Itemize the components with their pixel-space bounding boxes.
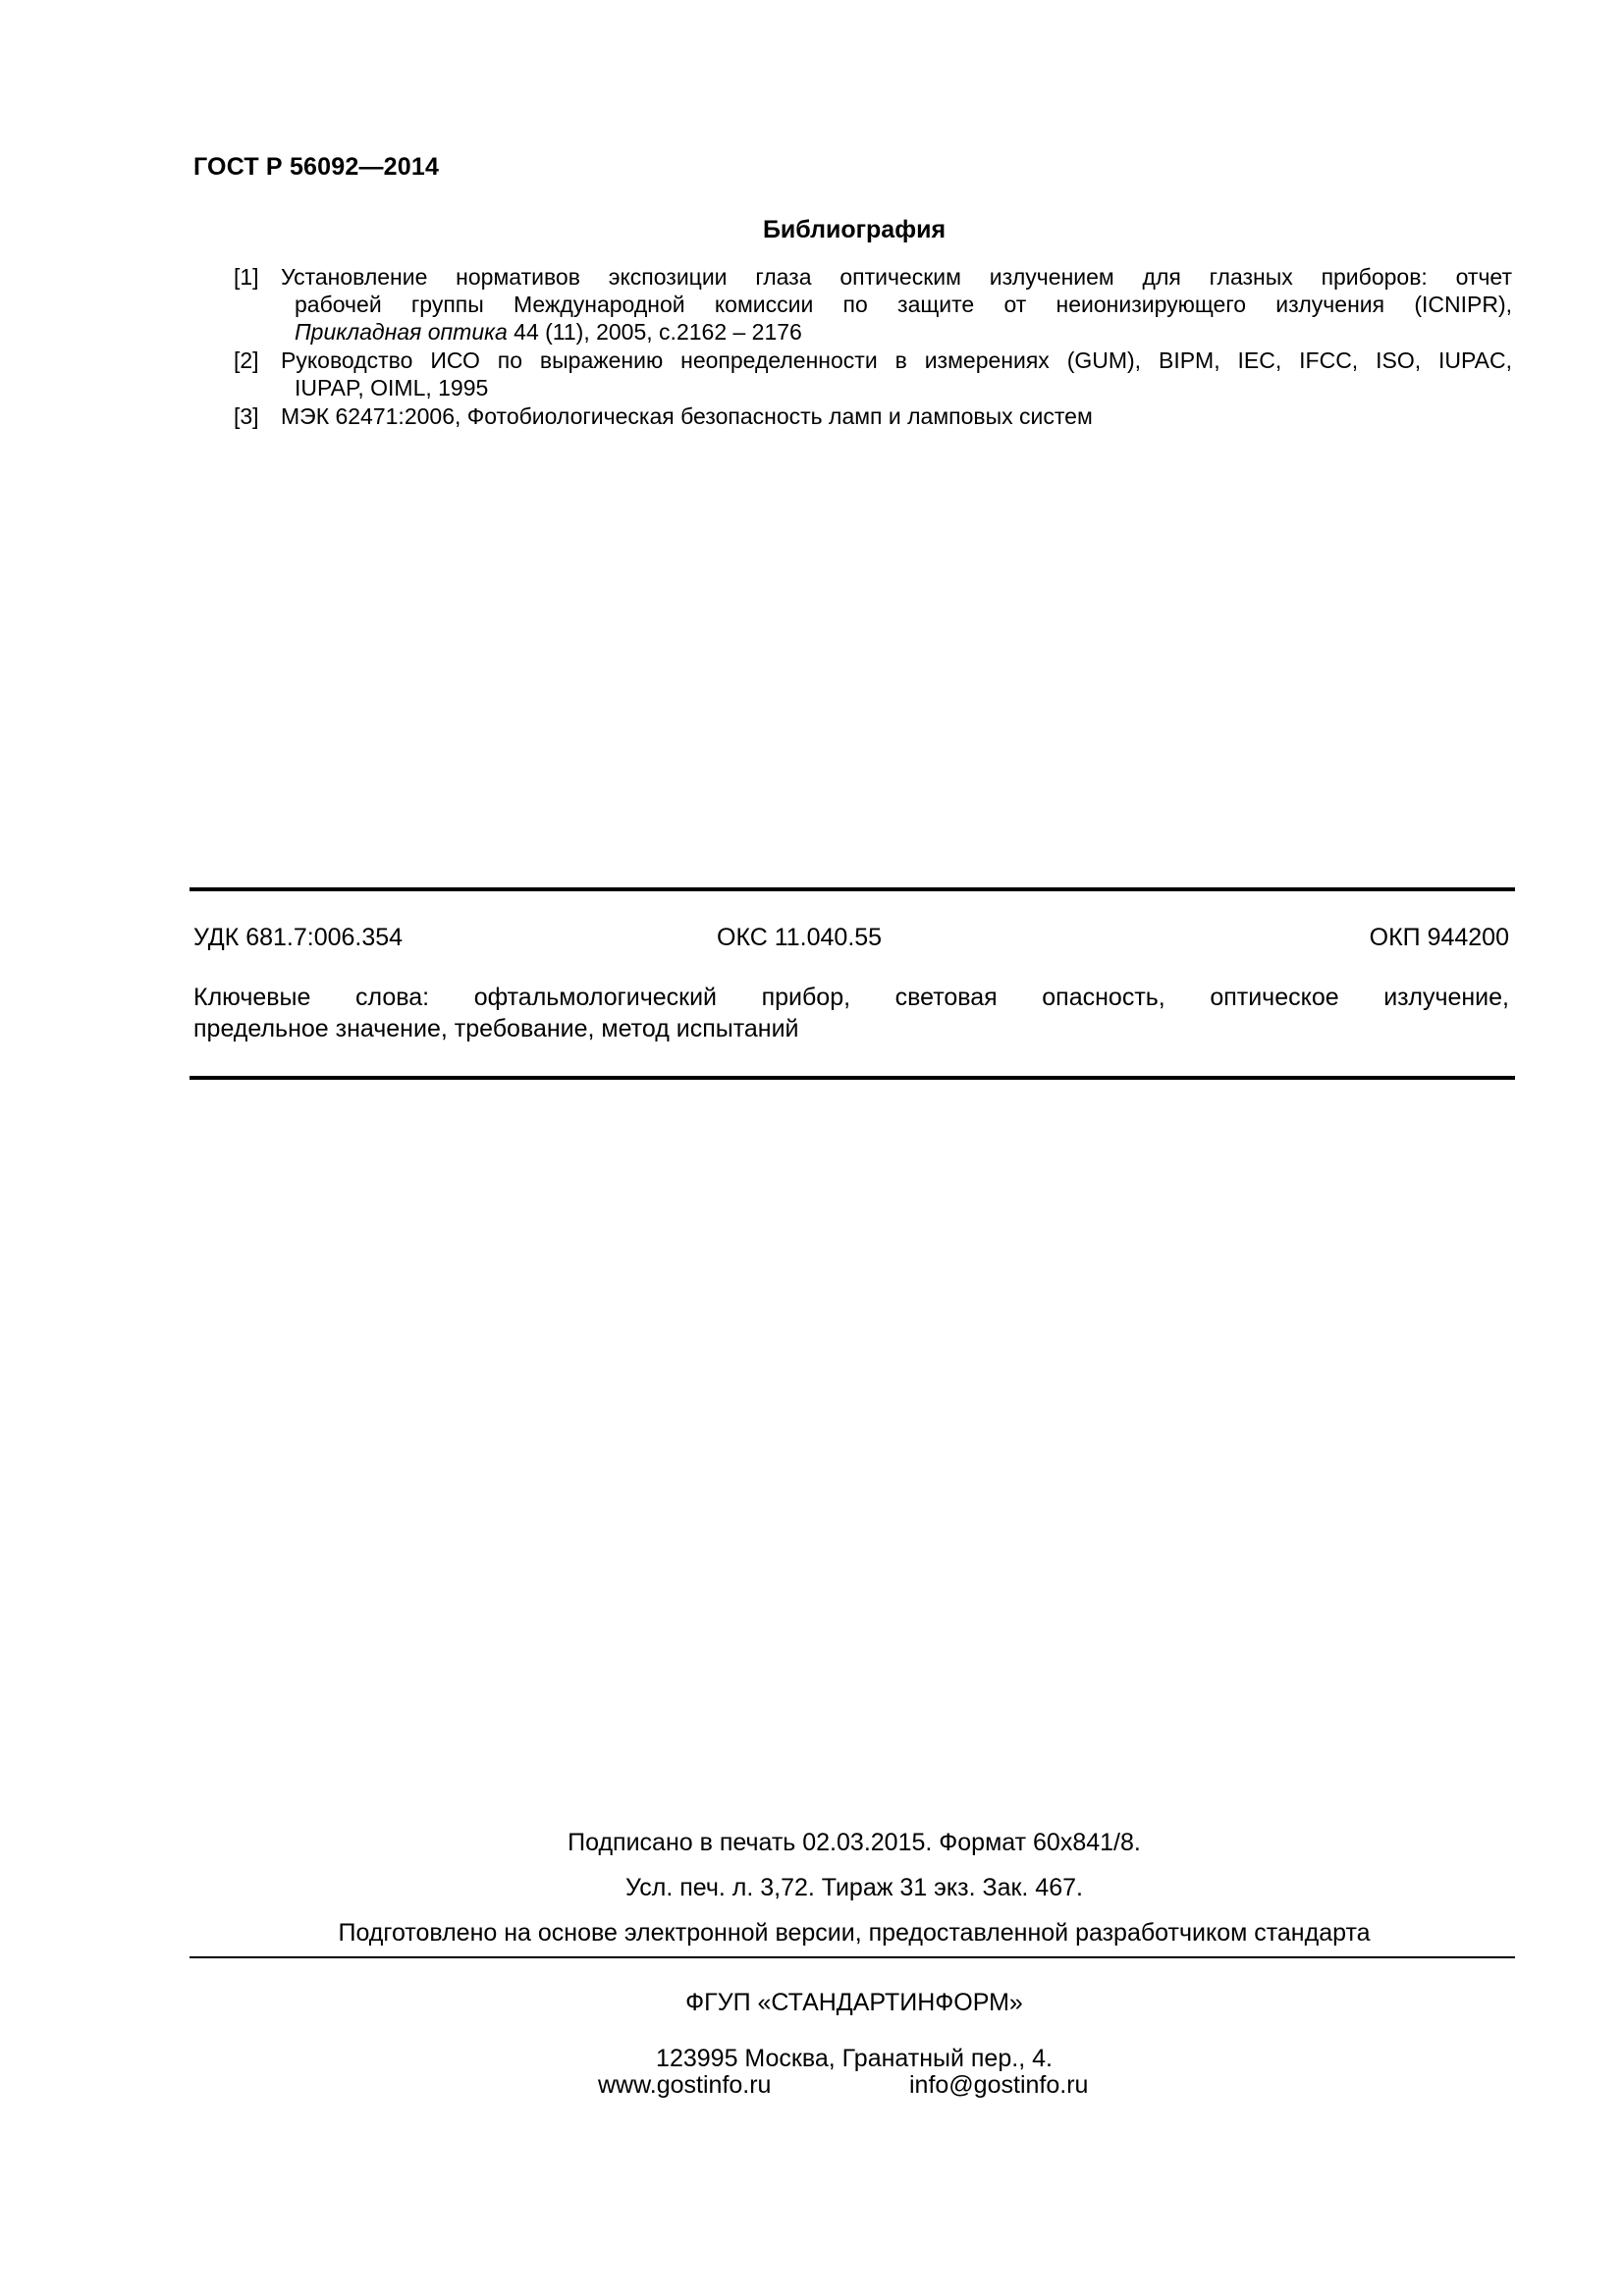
bibliography-item-number: [1] [234, 264, 259, 290]
bibliography-item-line: рабочей группы Международной комиссии по защите от неионизирующего излучения (ICNIPR), [295, 292, 1512, 317]
okp-code: ОКП 944200 [1369, 924, 1509, 951]
bibliography-item [234, 402, 1512, 430]
divider-top [189, 887, 1515, 891]
bibliography-item-number: [2] [234, 347, 259, 373]
journal-name: Прикладная оптика [295, 319, 508, 345]
bibliography-item-line: Установление нормативов экспозиции глаза оптическим излучением для глазных приборов: отчет [281, 264, 1512, 290]
imprint-prepared: Подготовлено на основе электронной версии, предоставленной разработчиком стандарта [338, 1919, 1371, 1947]
bibliography-list [234, 263, 1512, 431]
oks-code: ОКС 11.040.55 [717, 924, 883, 951]
standard-number: ГОСТ Р 56092—2014 [193, 153, 440, 181]
publisher-website-link[interactable]: www.gostinfo.ru [598, 2071, 772, 2099]
keywords-line: Ключевые слова: офтальмологический прибор, световая опасность, оптическое излучение, [193, 984, 1509, 1011]
bibliography-item-line: IUPAP, OIML, 1995 [295, 375, 489, 400]
bibliography-item [234, 347, 1512, 401]
bibliography-item-number: [3] [234, 403, 259, 429]
publisher-email-link[interactable]: info@gostinfo.ru [909, 2071, 1089, 2099]
udk-code: УДК 681.7:006.354 [193, 924, 404, 951]
bibliography-item-line: Руководство ИСО по выражению неопределенности в измерениях (GUM), BIPM, IEC, IFCC, ISO, IUPAC, [281, 347, 1512, 373]
publisher-name: ФГУП «СТАНДАРТИНФОРМ» [685, 1989, 1023, 2016]
bibliography-item-line [281, 318, 1512, 346]
journal-details: 44 (11), 2005, с.2162 – 2176 [507, 319, 802, 345]
divider-bottom [189, 1076, 1515, 1080]
keywords [193, 982, 1509, 1044]
bibliography-item [234, 263, 1512, 346]
imprint-print-info: Усл. печ. л. 3,72. Тираж 31 экз. Зак. 467. [625, 1874, 1083, 1901]
imprint-divider [189, 1956, 1515, 1958]
keywords-line: предельное значение, требование, метод испытаний [193, 1015, 799, 1042]
publisher-address: 123995 Москва, Гранатный пер., 4. [656, 2045, 1053, 2072]
bibliography-item-line: МЭК 62471:2006, Фотобиологическая безопасность ламп и ламповых систем [281, 403, 1093, 429]
imprint-signed: Подписано в печать 02.03.2015. Формат 60x841/8. [568, 1829, 1141, 1856]
bibliography-title: Библиография [762, 216, 947, 243]
